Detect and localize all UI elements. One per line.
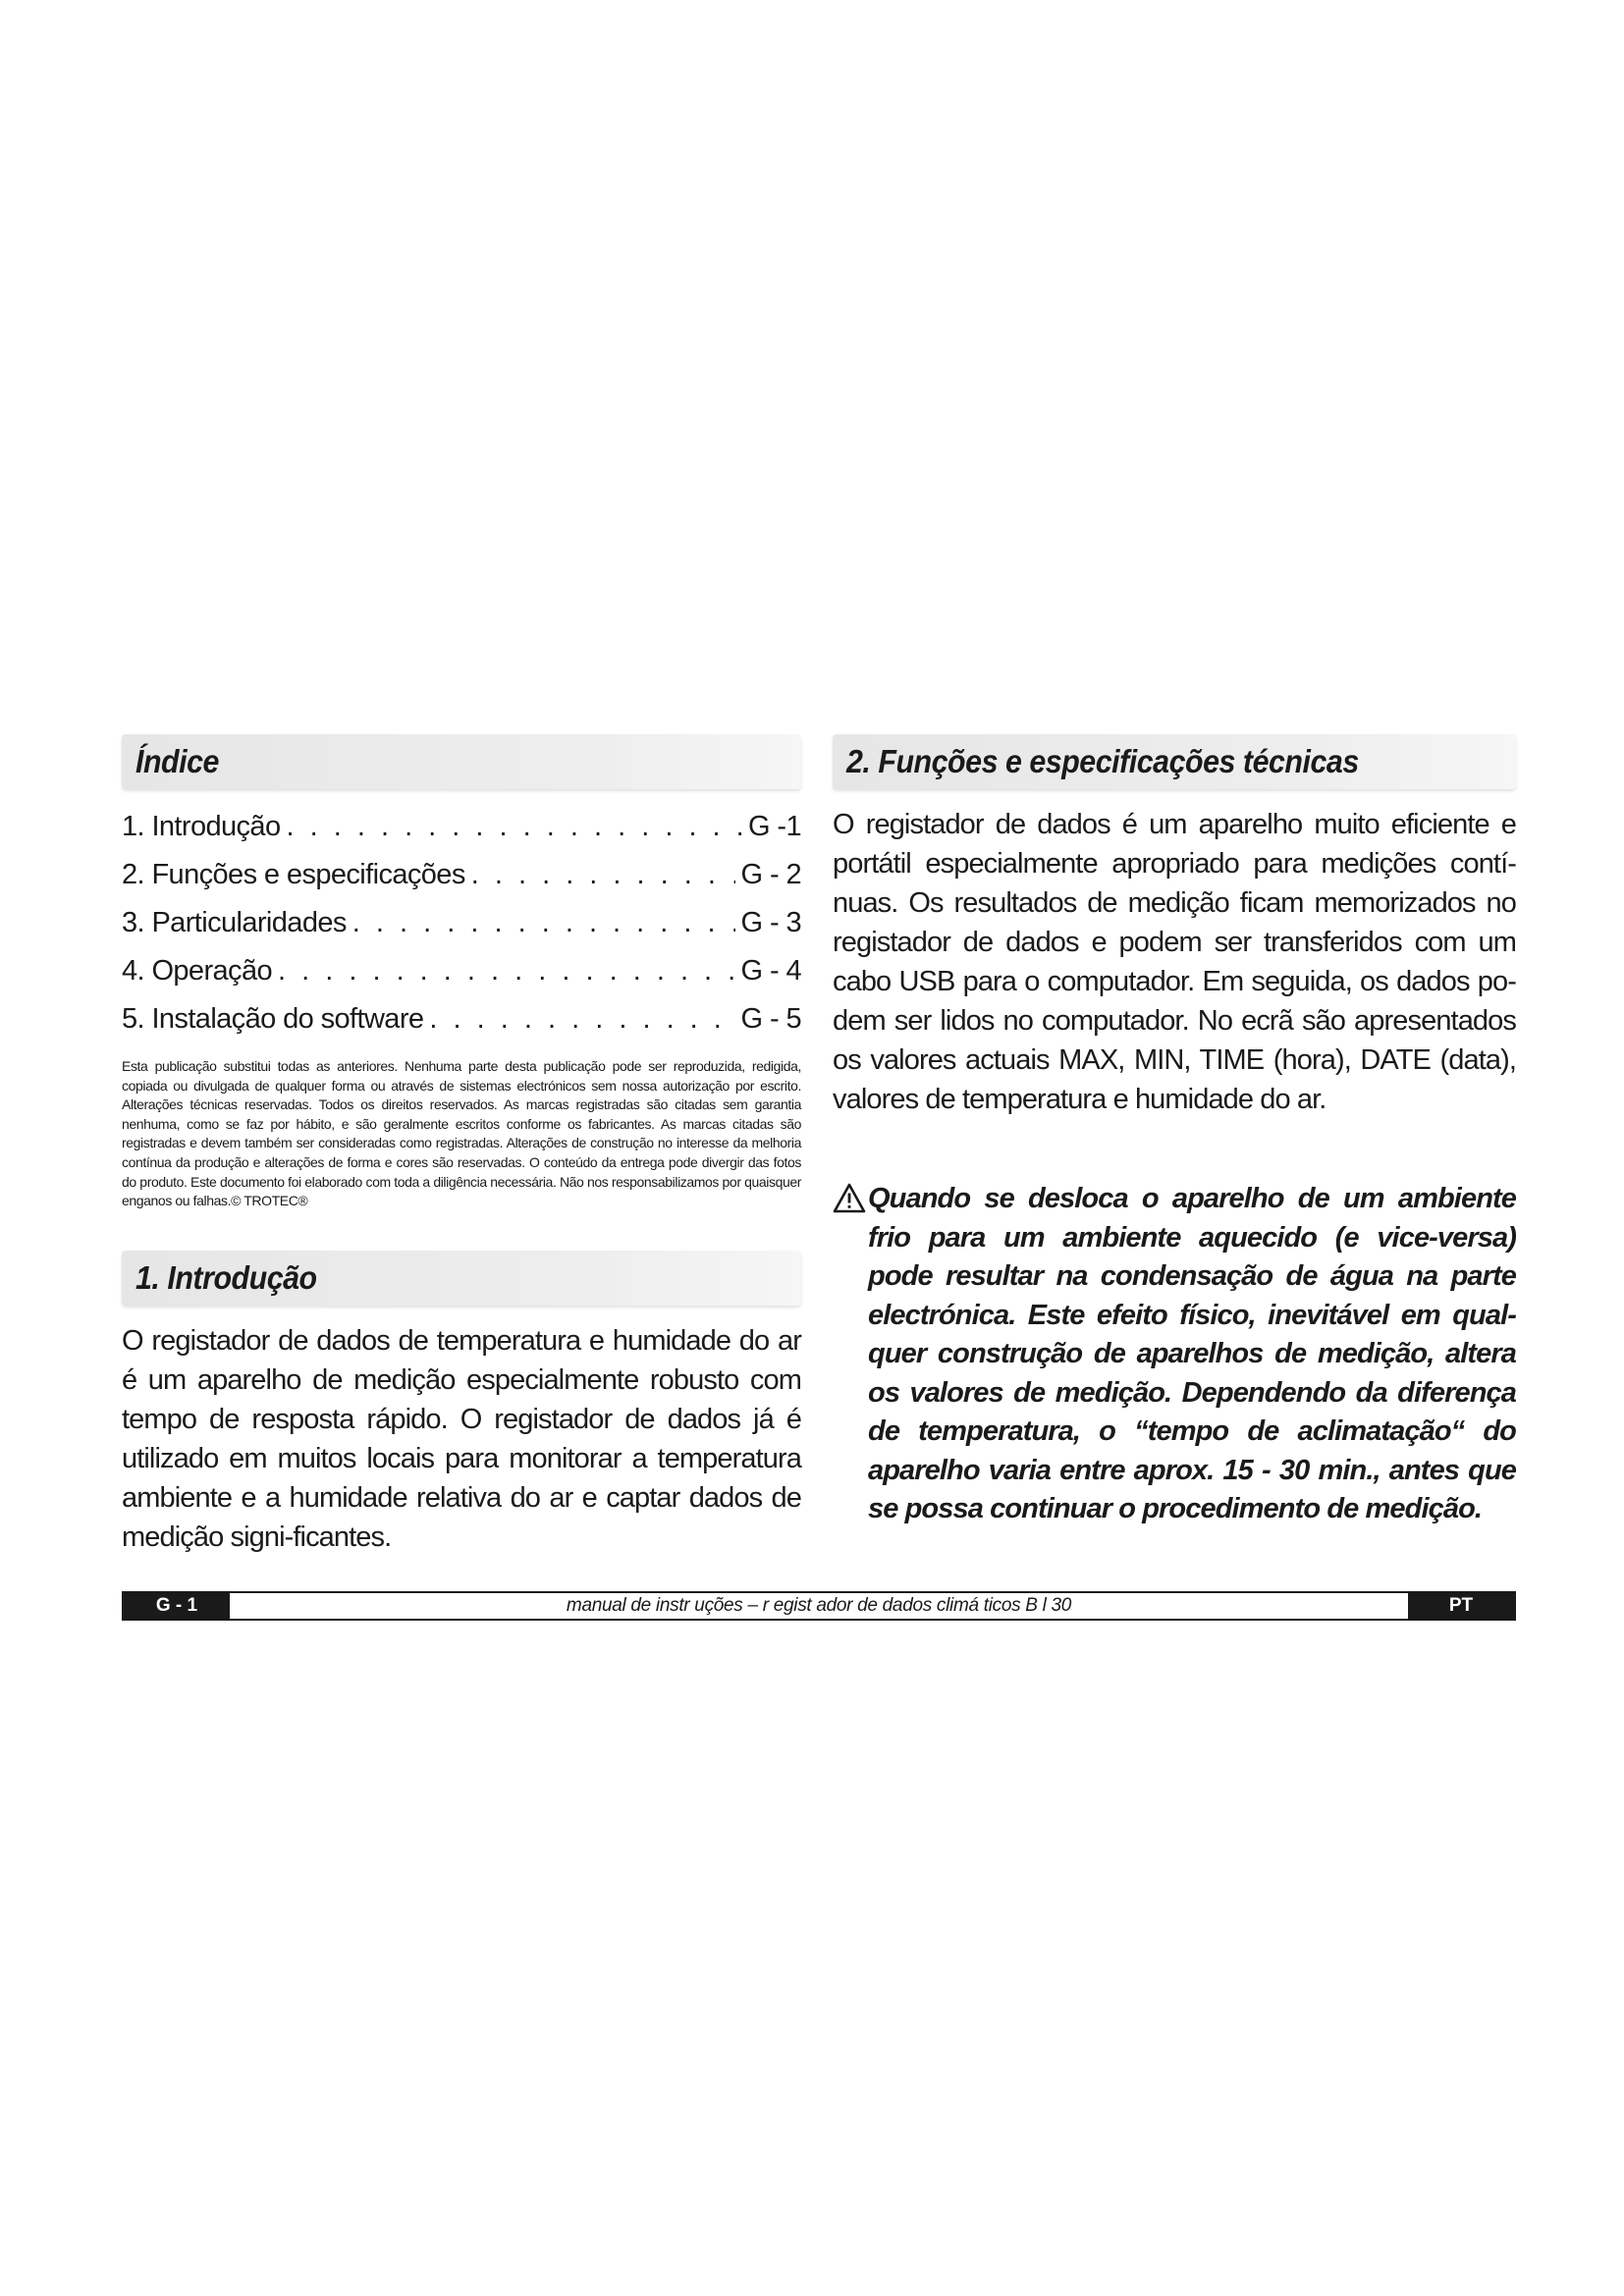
introduction-title: 1. Introdução [135, 1258, 317, 1296]
toc-leader-dots [471, 859, 735, 891]
copyright-disclaimer: Esta publicação substitui todas as anteriores. Nenhuma parte desta publicação pode ser reproduzida, redigida, copiada ou divulgada de qualquer forma ou através de sistemas electrónicos sem nossa autorização por escrito. Alterações técnicas reservadas. Todos os direitos reservados. As marcas registradas são citadas sem garantia nenhuma, como se faz por hábito, e são geralmente escritos conforme os fabricantes. As marcas citadas são registradas e devem também ser consideradas como registradas. Alterações de construção no interesse da melhoria contínua da produção e alterações de forma e cores são reservadas. O conteúdo da entrega pode divergir das fotos do produto. Este documento foi elaborado com toda a diligência necessária. Não nos responsabilizamos por quaisquer enganos ou falhas.© TROTEC® [122, 1058, 801, 1209]
left-column [122, 734, 801, 1557]
introduction-header [122, 1251, 801, 1306]
toc-item-label: 4. Operação [122, 955, 272, 987]
toc-header [122, 734, 801, 789]
toc-item-label: 2. Funções e especificações [122, 859, 465, 890]
toc-item[interactable] [122, 907, 801, 955]
functions-title: 2. Funções e especificações técnicas [846, 743, 1359, 779]
condensation-warning [833, 1180, 1516, 1529]
toc-leader-dots [287, 811, 743, 843]
functions-header [833, 734, 1516, 789]
toc-item-page: G - 3 [740, 907, 801, 938]
toc-item[interactable] [122, 811, 801, 859]
page-footer [122, 1591, 1516, 1621]
warning-text: Quando se desloca o aparelho de um ambiente frio para um ambiente aquecido (e vice-versa) pode resultar na condensação de água na parte electrónica. Este efeito físico, inevitável em qual-quer construção de aparelhos de medição, altera os valores de medição. Dependendo da diferença de temperatura, o “tempo de aclimatação“ do aparelho varia entre aprox. 15 - 30 min., antes que se possa continuar o procedimento de medição. [868, 1183, 1516, 1524]
toc-title: Índice [135, 743, 219, 779]
toc-item-page: G - 5 [740, 1003, 801, 1035]
toc-leader-dots [352, 907, 735, 939]
toc-item[interactable] [122, 955, 801, 1003]
functions-text: O registador de dados é um aparelho muito eficiente e portátil especialmente apropriado para medições contí-nuas. Os resultados de medição ficam memorizados no registador de dados e podem ser transferidos com um cabo USB para o computador. Em seguida, os dados po-dem ser lidos no computador. No ecrã são apresentados os valores actuais MAX, MIN, TIME (hora), DATE (data), valores de temperatura e humidade do ar. [833, 809, 1516, 1115]
manual-title: manual de instr uções – r egist ador de dados climá ticos B l 30 [566, 1595, 1072, 1616]
toc-item-label: 3. Particularidades [122, 907, 347, 938]
right-column [833, 734, 1516, 1529]
toc-leader-dots [429, 1003, 734, 1036]
toc-item-page: G - 4 [740, 955, 801, 987]
page-number: G - 1 [124, 1593, 230, 1619]
toc-item-page: G - 2 [740, 859, 801, 890]
warning-triangle-icon [833, 1182, 866, 1215]
language-badge: PT [1408, 1593, 1514, 1619]
toc-item[interactable] [122, 1003, 801, 1051]
toc-leader-dots [278, 955, 735, 988]
introduction-text: O registador de dados de temperatura e humidade do ar é um aparelho de medição especialmente robusto com tempo de resposta rápido. O registador de dados já é utilizado em muitos locais para monitorar a temperatura ambiente e a humidade relativa do ar e captar dados de medição signi-ficantes. [122, 1324, 801, 1553]
table-of-contents [122, 811, 801, 1051]
toc-item[interactable] [122, 859, 801, 907]
toc-item-label: 1. Introdução [122, 811, 281, 842]
toc-item-label: 5. Instalação do software [122, 1003, 424, 1035]
toc-item-page: G -1 [748, 811, 801, 842]
